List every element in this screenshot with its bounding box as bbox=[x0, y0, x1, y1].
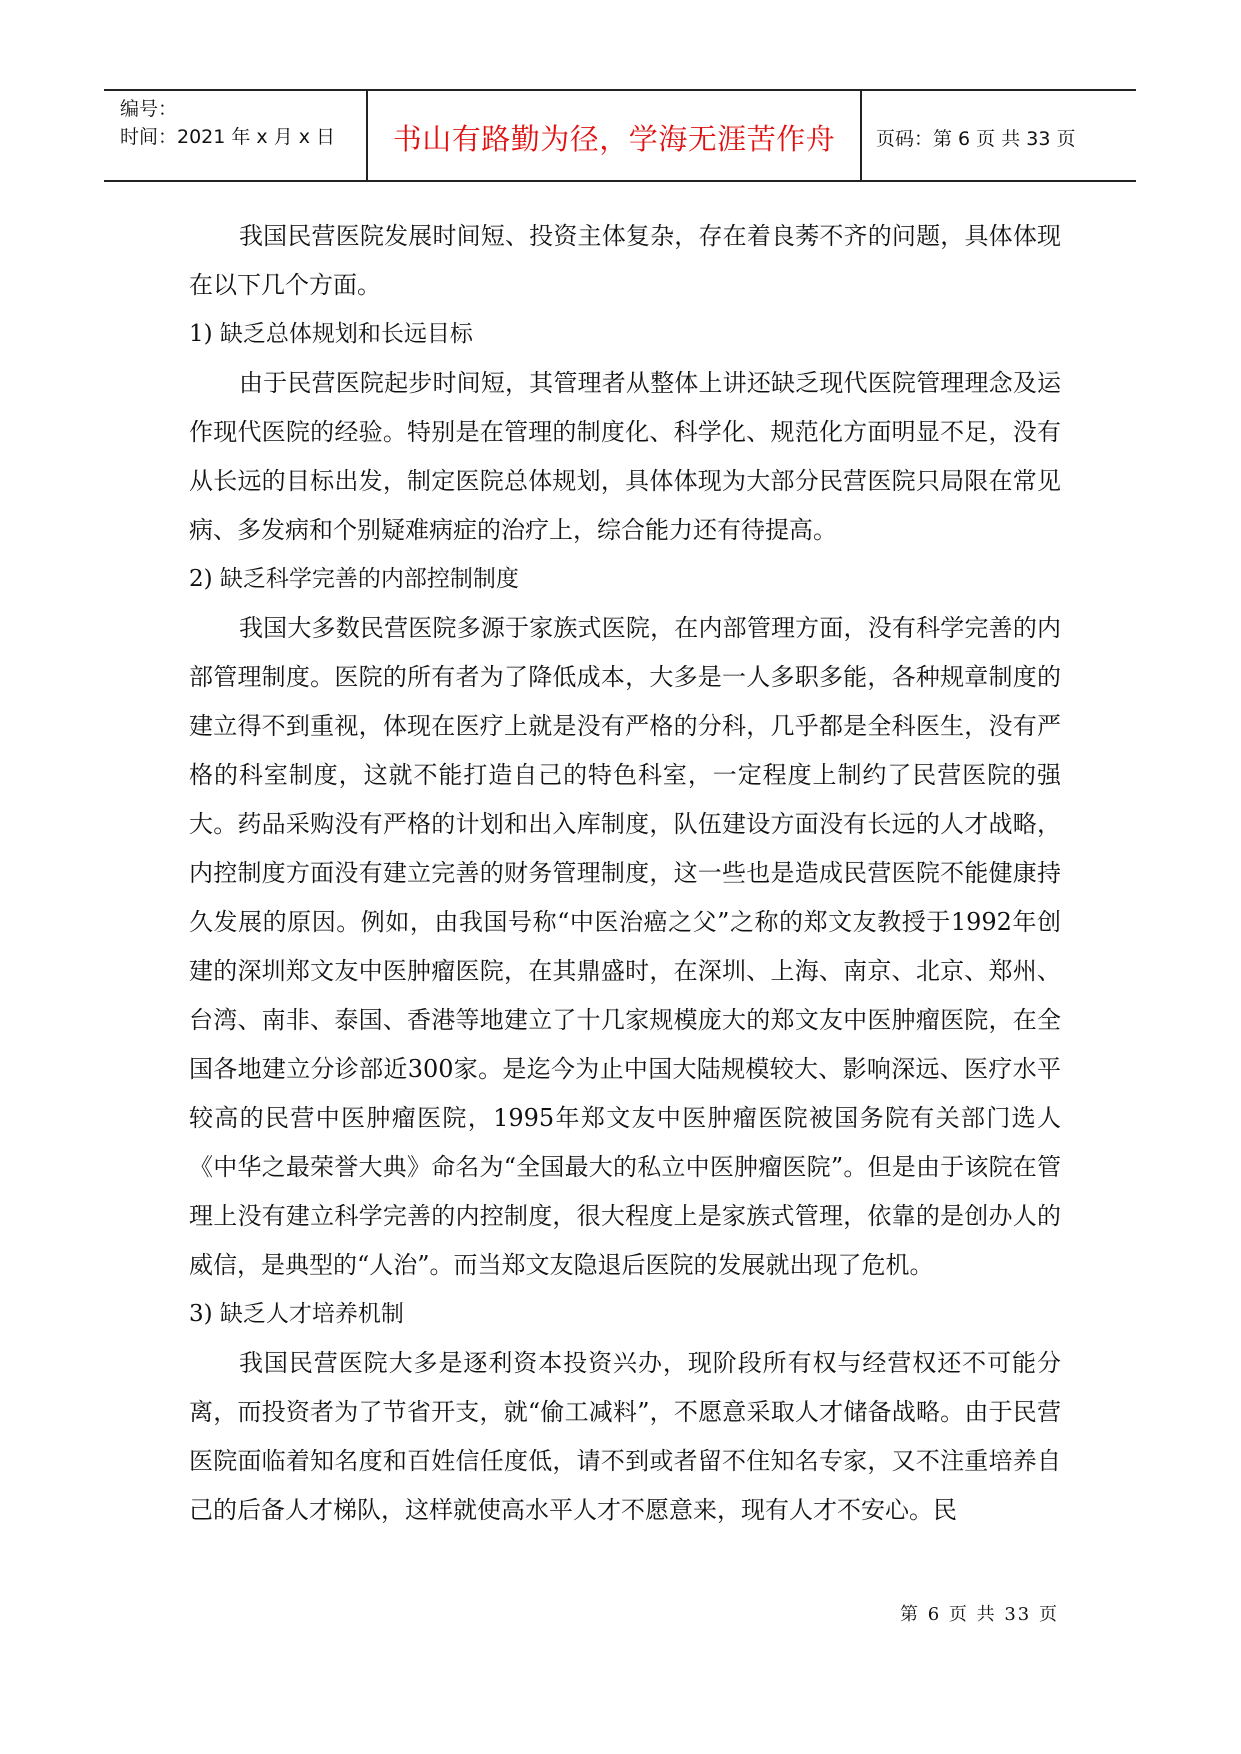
header-motto: 书山有路勤为径，学海无涯苦作舟 bbox=[368, 91, 862, 180]
document-body bbox=[189, 212, 1061, 1535]
section-heading-1: 1) 缺乏总体规划和长远目标 bbox=[189, 321, 473, 347]
section-heading-3: 3) 缺乏人才培养机制 bbox=[189, 1301, 404, 1327]
section-paragraph-1: 由于民营医院起步时间短，其管理者从整体上讲还缺乏现代医院管理理念及运作现代医院的经验。特别是在管理的制度化、科学化、规范化方面明显不足，没有从长远的目标出发，制定医院总体规划，具体体现为大部分民营医院只局限在常见病、多发病和个别疑难病症的治疗上，综合能力还有待提高。 bbox=[189, 369, 1061, 544]
intro-paragraph: 我国民营医院发展时间短、投资主体复杂，存在着良莠不齐的问题，具体体现在以下几个方面。 bbox=[189, 222, 1061, 299]
section-paragraph-3: 我国民营医院大多是逐利资本投资兴办，现阶段所有权与经营权还不可能分离，而投资者为了节省开支，就“偷工减料”，不愿意采取人才储备战略。由于民营医院面临着知名度和百姓信任度低，请不到或者留不住知名专家，又不注重培养自己的后备人才梯队，这样就使高水平人才不愿意来，现有人才不安心。民 bbox=[189, 1349, 1061, 1524]
document-number-label: 编号： bbox=[120, 98, 178, 120]
document-time-label: 时间：2021 年 x 月 x 日 bbox=[120, 126, 336, 148]
page-header bbox=[104, 89, 1136, 182]
header-page-number: 页码：第 6 页 共 33 页 bbox=[876, 128, 1076, 150]
header-meta bbox=[104, 91, 368, 180]
section-heading-2: 2) 缺乏科学完善的内部控制制度 bbox=[189, 566, 519, 592]
page-footer: 第 6 页 共 33 页 bbox=[900, 1604, 1059, 1625]
section-paragraph-2: 我国大多数民营医院多源于家族式医院，在内部管理方面，没有科学完善的内部管理制度。医院的所有者为了降低成本，大多是一人多职多能，各种规章制度的建立得不到重视，体现在医疗上就是没有严格的分科，几乎都是全科医生，没有严格的科室制度，这就不能打造自己的特色科室，一定程度上制约了民营医院的强大。药品采购没有严格的计划和出入库制度，队伍建设方面没有长远的人才战略，内控制度方面没有建立完善的财务管理制度，这一些也是造成民营医院不能健康持久发展的原因。例如，由我国号称“中医治癌之父”之称的郑文友教授于1992年创建的深圳郑文友中医肿瘤医院，在其鼎盛时，在深圳、上海、南京、北京、郑州、台湾、南非、泰国、香港等地建立了十几家规模庞大的郑文友中医肿瘤医院，在全国各地建立分诊部近300家。是迄今为止中国大陆规模较大、影响深远、医疗水平较高的民营中医肿瘤医院，1995年郑文友中医肿瘤医院被国务院有关部门选人《中华之最荣誉大典》命名为“全国最大的私立中医肿瘤医院”。但是由于该院在管理上没有建立科学完善的内控制度，很大程度上是家族式管理，依靠的是创办人的威信，是典型的“人治”。而当郑文友隐退后医院的发展就出现了危机。 bbox=[189, 614, 1061, 1279]
